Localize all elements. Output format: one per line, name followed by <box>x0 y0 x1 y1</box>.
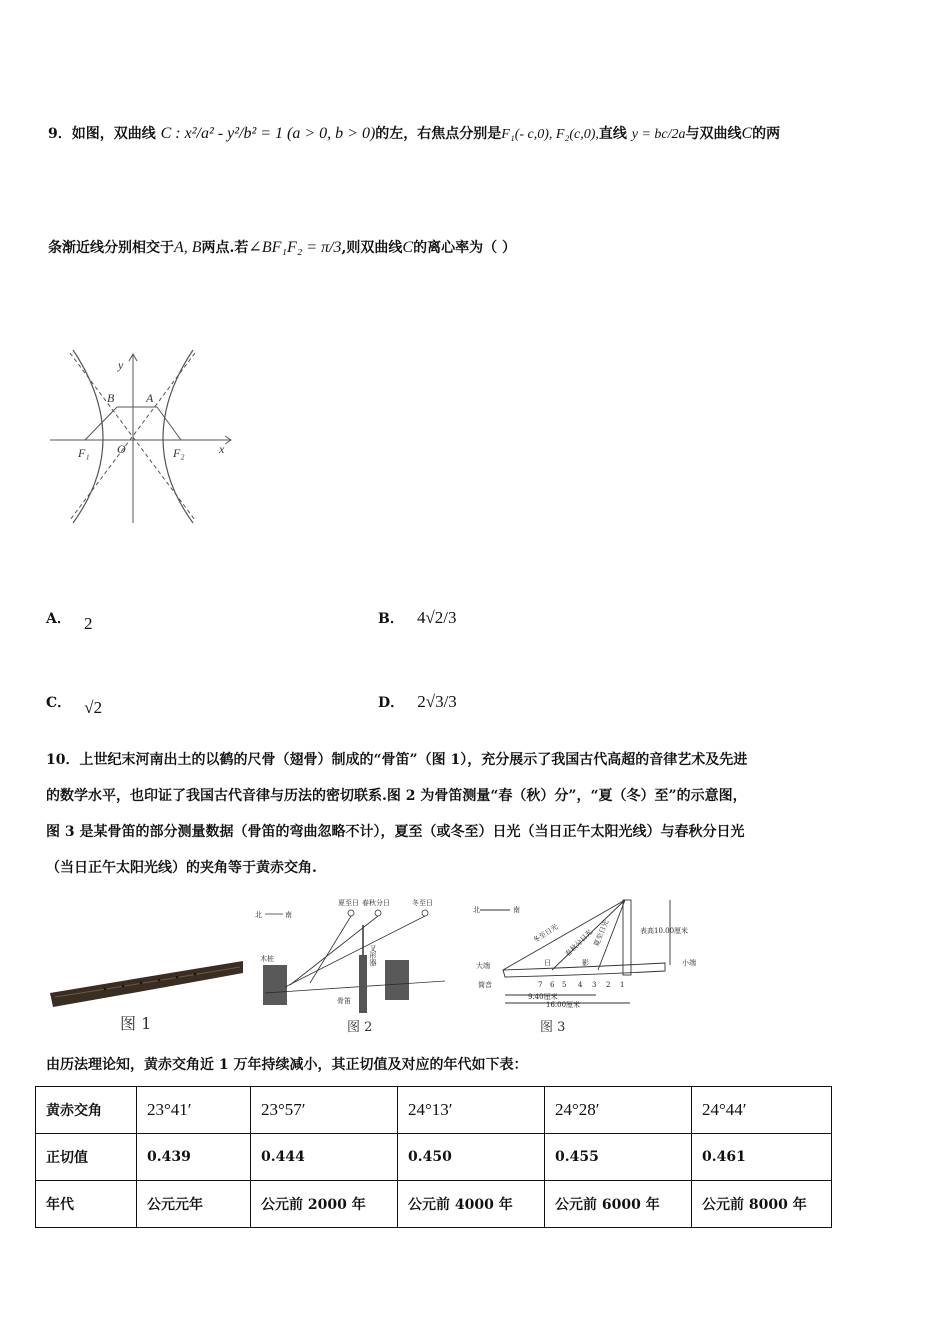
foci: F₁(- c,0), F₂(c,0), <box>501 127 599 142</box>
fig2-caption: 图 2 <box>347 1020 373 1035</box>
svg-text:16.00厘米: 16.00厘米 <box>546 1001 581 1009</box>
svg-text:表高10.00厘米: 表高10.00厘米 <box>640 927 689 935</box>
option-c[interactable]: C． √2 <box>46 695 103 717</box>
table-row-tangent: 正切值 0.439 0.444 0.450 0.455 0.461 <box>36 1134 832 1181</box>
svg-text:夏至日: 夏至日 <box>338 899 359 907</box>
q10-text: 10．上世纪末河南出土的以鹤的尺骨（翅骨）制成的“骨笛”（图 1），充分展示了我国古代高超的音律艺术及先进 的数学水平，也印证了我国古代音律与历法的密切联系.图 2 为骨笛测量“春（秋）分”，“夏（冬）至”的示意图， 图 3 是某骨笛的部分测量数据（骨笛的弯曲忽略不计），夏至（或冬至）日光（当日正午太阳光线）与春秋分日光 （当日正午太阳光线）的夹角等于黄赤交角. <box>46 752 748 876</box>
svg-text:叉形器: 叉形器 <box>369 945 377 966</box>
points-ab: A, B <box>174 239 202 256</box>
row-header: 正切值 <box>36 1134 137 1181</box>
svg-text:北: 北 <box>255 911 262 919</box>
svg-text:日: 日 <box>544 959 551 967</box>
table-intro: 由历法理论知，黄赤交角近 1 万年持续减小，其正切值及对应的年代如下表： <box>46 1057 528 1073</box>
line-equation: y = bc/2a <box>631 127 686 142</box>
svg-text:南: 南 <box>513 906 520 914</box>
svg-text:大端: 大端 <box>476 962 490 970</box>
option-d[interactable]: D． 2√3/3 <box>378 692 457 711</box>
svg-text:6: 6 <box>550 981 555 989</box>
fig1-caption: 图 1 <box>120 1014 152 1033</box>
svg-text:9.40厘米: 9.40厘米 <box>528 993 558 1001</box>
svg-text:夏至日光: 夏至日光 <box>592 918 611 948</box>
bone-flute <box>50 961 243 1007</box>
label-a: A <box>146 391 154 405</box>
svg-text:冬至日: 冬至日 <box>412 899 433 907</box>
measurement-diagram-fig2 <box>255 895 455 1040</box>
segment-f1b <box>85 407 117 440</box>
label-x: x <box>219 442 225 456</box>
table-row-era: 年代 公元元年 公元前 2000 年 公元前 4000 年 公元前 6000 年 公元前 8000 年 <box>36 1181 832 1228</box>
svg-text:5: 5 <box>562 981 567 989</box>
obliquity-table <box>35 1086 832 1228</box>
sun-equinox <box>375 910 381 916</box>
svg-text:春秋分日: 春秋分日 <box>362 899 390 907</box>
segment-af2 <box>157 407 181 440</box>
post-left <box>263 965 287 1005</box>
svg-text:1: 1 <box>620 981 625 989</box>
fig3-caption: 图 3 <box>540 1020 566 1035</box>
flute-line <box>265 981 445 993</box>
option-a[interactable]: A． 2 <box>46 611 93 633</box>
post-right <box>385 960 409 1000</box>
row-header: 黄赤交角 <box>36 1087 137 1134</box>
hyperbola-figure <box>45 345 240 525</box>
label-b: B <box>107 391 115 405</box>
table-row-angle: 黄赤交角 23°41′ 23°57′ 24°13′ 24°28′ 24°44′ <box>36 1087 832 1134</box>
label-y: y <box>118 358 124 372</box>
svg-text:春秋分日光: 春秋分日光 <box>563 928 595 959</box>
hyperbola-equation: C : x²/a² - y²/b² = 1 (a > 0, b > 0) <box>160 125 376 142</box>
svg-text:南: 南 <box>285 911 292 919</box>
angle-condition: ∠BF₁F₂ = π/3 <box>248 239 342 256</box>
option-b[interactable]: B． 4√2/3 <box>378 608 457 627</box>
svg-text:冬至日光: 冬至日光 <box>531 922 560 945</box>
gnomon <box>623 900 631 975</box>
row-header: 年代 <box>36 1181 137 1228</box>
svg-text:影: 影 <box>582 959 589 967</box>
svg-text:4: 4 <box>578 981 583 989</box>
q9-line-2: 条渐近线分别相交于A, B两点.若∠BF₁F₂ = π/3,则双曲线C的离心率为（ ） <box>48 239 516 256</box>
svg-text:骨笛: 骨笛 <box>337 997 351 1005</box>
label-f2: F₂ <box>173 446 185 460</box>
q9-line-1: 9．如图，双曲线 C : x²/a² - y²/b² = 1 (a > 0, b > 0)的左，右焦点分别是F₁(- c,0), F₂(c,0),直线 y = bc/2a与双曲线C的两 <box>48 125 781 142</box>
bone-flute-figure <box>45 955 245 1035</box>
label-o: O <box>117 442 126 456</box>
svg-text:3: 3 <box>592 981 597 989</box>
label-f1: F₁ <box>78 446 90 460</box>
svg-text:筒音: 筒音 <box>478 981 492 989</box>
measurement-data-fig3 <box>470 895 720 1040</box>
svg-text:7: 7 <box>538 981 543 989</box>
svg-text:北: 北 <box>473 906 480 914</box>
sun-winter <box>422 910 428 916</box>
sun-summer <box>348 910 354 916</box>
fork-tool <box>359 955 367 1013</box>
svg-text:木桩: 木桩 <box>260 955 274 963</box>
q9-number: 9． <box>48 126 72 142</box>
svg-text:小端: 小端 <box>682 959 696 967</box>
svg-text:2: 2 <box>606 981 611 989</box>
